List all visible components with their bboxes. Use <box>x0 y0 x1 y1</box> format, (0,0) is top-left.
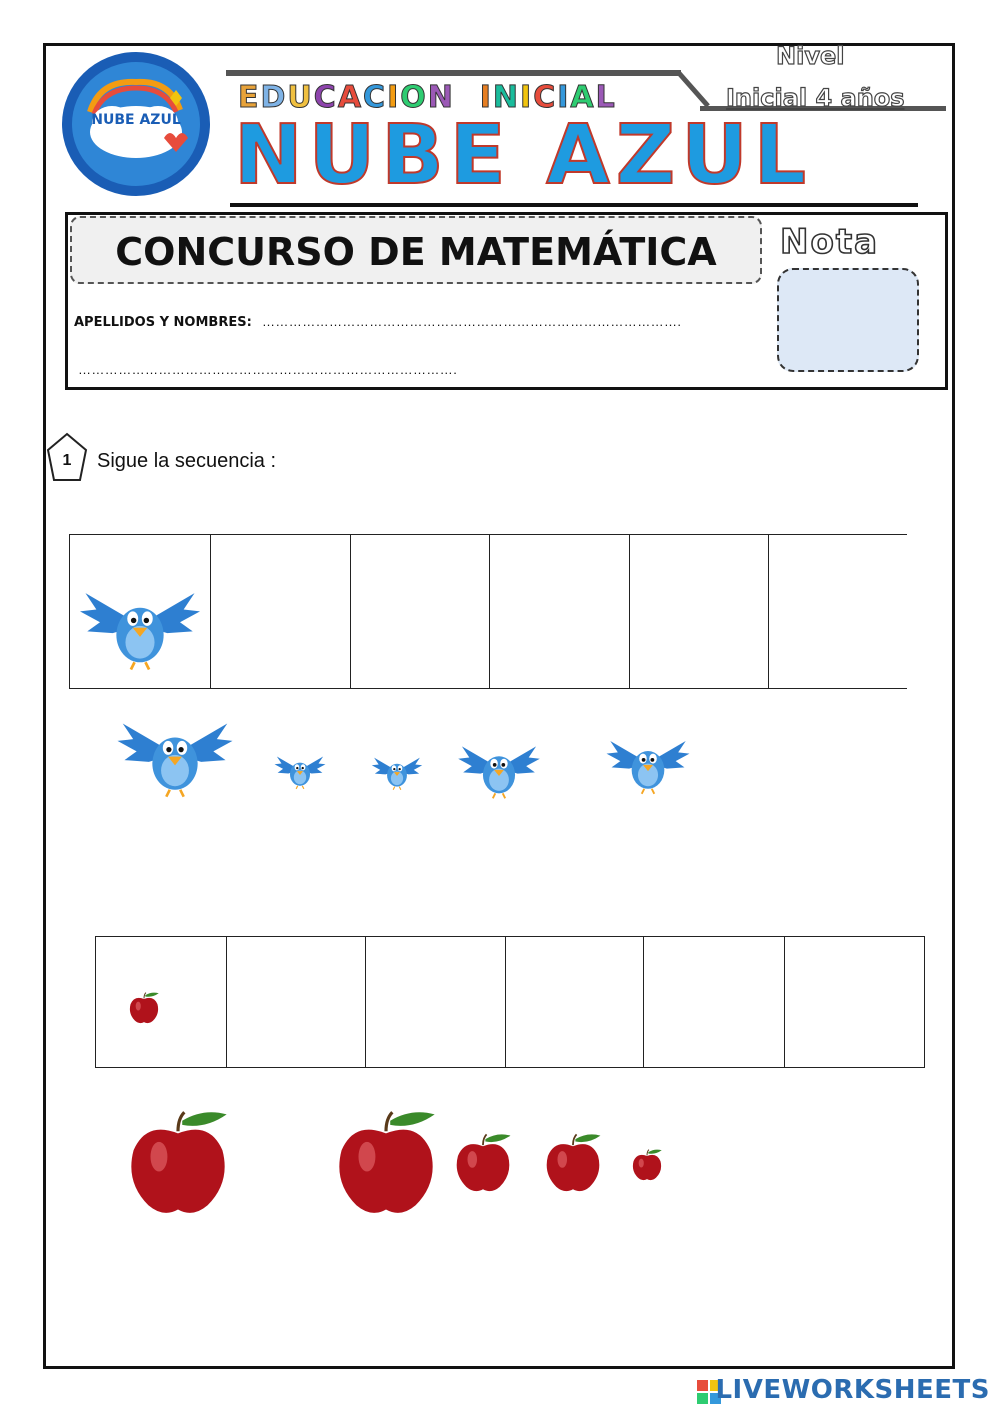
big-apple-icon[interactable] <box>124 1108 232 1218</box>
small-bird-icon[interactable] <box>273 748 327 792</box>
bird-answer-cell[interactable] <box>490 535 630 688</box>
bird-answer-cell[interactable] <box>211 535 351 688</box>
bird-answer-cell[interactable] <box>630 535 769 688</box>
education-title-letter: C <box>363 80 388 115</box>
bird-sequence-cell <box>70 535 211 688</box>
medium-bird-icon[interactable] <box>604 728 692 798</box>
medium-apple-icon[interactable] <box>452 1132 514 1194</box>
education-title-letter: A <box>337 80 364 115</box>
apple-sequence-cell <box>96 937 227 1067</box>
education-title-letter: E <box>238 80 261 115</box>
question-number: 1 <box>62 452 72 469</box>
education-title-letter: C <box>313 80 338 115</box>
education-title-letter: N <box>427 80 455 115</box>
education-title-letter: C <box>533 80 558 115</box>
small-apple-icon <box>128 991 160 1025</box>
bird-answer-cell[interactable] <box>769 535 907 688</box>
small-apple-icon[interactable] <box>631 1148 663 1182</box>
header-rule-slant <box>676 70 716 110</box>
header-rule-top <box>226 70 681 76</box>
medium-bird-icon[interactable] <box>455 734 543 802</box>
names-field-line2[interactable]: …………………………………………………………………………. <box>78 362 458 377</box>
big-apple-icon[interactable] <box>332 1108 440 1218</box>
level-value: Inicial 4 años <box>726 84 905 112</box>
education-title-letter: D <box>260 80 288 115</box>
question-text: Sigue la secuencia : <box>97 450 277 472</box>
education-title-letter: I <box>387 80 401 115</box>
nota-label: Nota <box>780 222 880 262</box>
education-title-letter: L <box>595 80 617 115</box>
education-title-letter: I <box>479 80 493 115</box>
education-title-letter: A <box>570 80 596 115</box>
medium-apple-icon[interactable] <box>542 1132 604 1194</box>
brand-title: NUBE AZUL <box>234 108 813 203</box>
education-title-letter: U <box>287 80 314 115</box>
big-bird-icon <box>76 575 204 675</box>
apple-answer-cell[interactable] <box>366 937 506 1067</box>
names-field[interactable]: …………………………………………………………………………………. <box>262 314 682 329</box>
apple-answer-cell[interactable] <box>785 937 925 1067</box>
education-title-letter: I <box>520 80 534 115</box>
bird-sequence-grid <box>69 534 907 689</box>
apple-answer-cell[interactable] <box>227 937 366 1067</box>
apple-answer-cell[interactable] <box>506 937 645 1067</box>
apple-answer-cell[interactable] <box>644 937 785 1067</box>
bird-answer-cell[interactable] <box>351 535 491 688</box>
apple-sequence-grid <box>95 936 925 1068</box>
nube-azul-logo <box>60 50 212 198</box>
education-title-letter: O <box>400 80 428 115</box>
names-label: APELLIDOS Y NOMBRES: <box>74 315 252 330</box>
contest-title: CONCURSO DE MATEMÁTICA <box>115 230 717 274</box>
education-title-letter: N <box>492 80 521 115</box>
svg-text:NUBE AZUL: NUBE AZUL <box>91 112 181 128</box>
liveworksheets-brand: LIVEWORKSHEETS <box>715 1375 990 1405</box>
education-title-letter: I <box>557 80 571 115</box>
level-label: Nivel <box>776 42 845 70</box>
nota-box[interactable] <box>777 268 919 372</box>
small-bird-icon[interactable] <box>370 750 424 792</box>
big-bird-icon[interactable] <box>114 704 236 804</box>
